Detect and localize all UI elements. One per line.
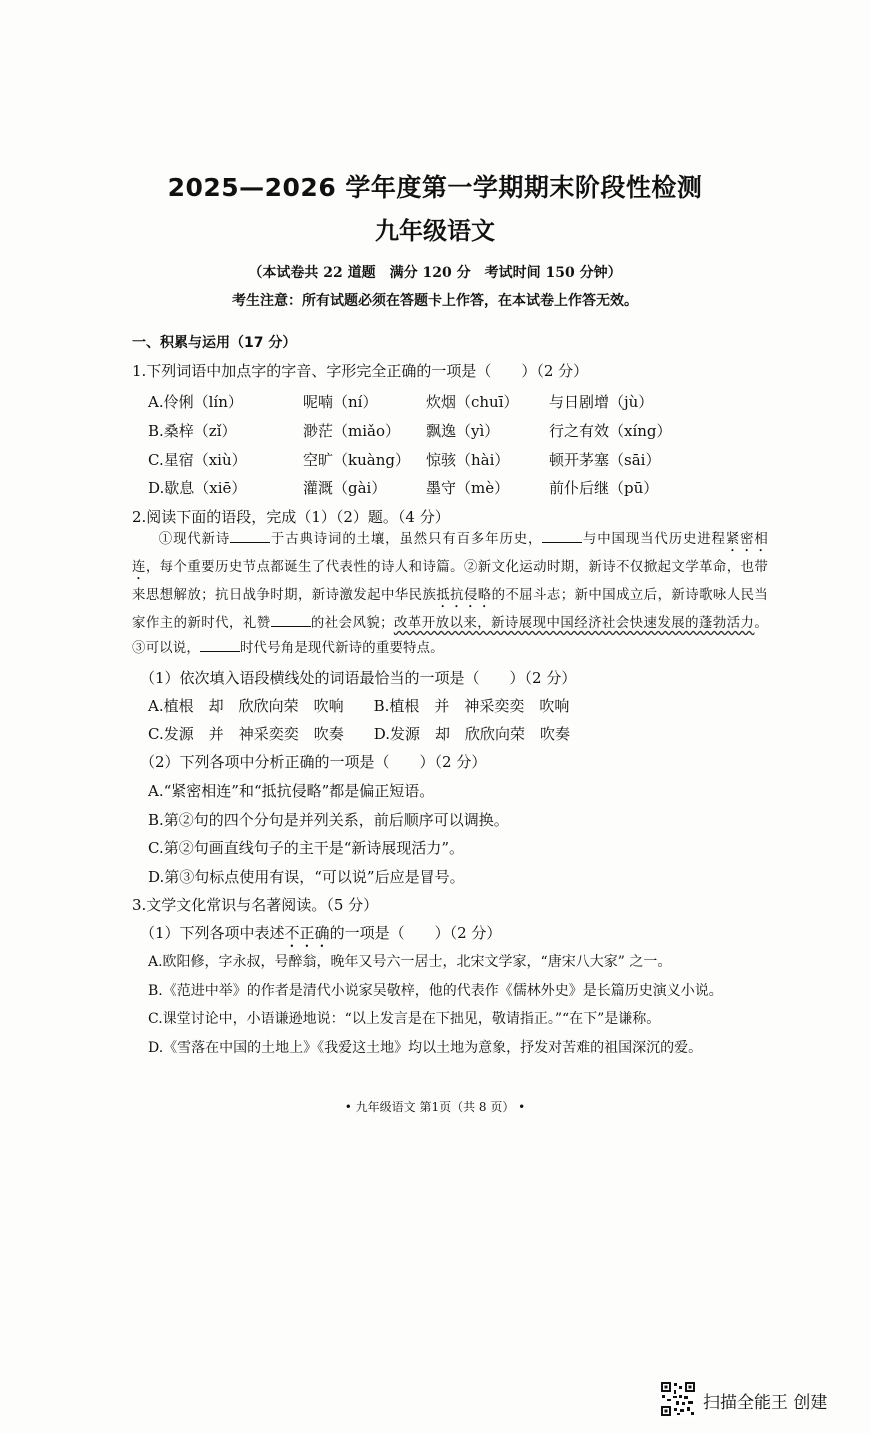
question-2-2-choice-d: D.第③句标点使用有误，“可以说”后应是冒号。 <box>148 868 465 886</box>
fill-blank <box>271 614 311 627</box>
dotted-phrase: 抵抗侵略 <box>436 588 492 603</box>
passage-text: 的社会风貌； <box>310 616 394 631</box>
option-cell: 飘逸（yì） <box>426 422 500 440</box>
underlined-sentence: 改革开放以来，新诗展现中国经济社会快速发展的蓬勃活力 <box>393 616 755 631</box>
question-3-1-choice-d: D.《雪落在中国的土地上》《我爱这土地》均以土地为意象，抒发对苦难的祖国深沉的爱。 <box>148 1040 703 1056</box>
question-1-row-b <box>148 420 672 441</box>
fill-blank <box>542 530 582 543</box>
fill-blank <box>230 530 270 543</box>
page-footer: • 九年级语文 第1页（共 8 页） • <box>344 1100 526 1114</box>
exam-subtitle: 九年级语文 <box>375 217 495 245</box>
question-2-1-choices-cd: C.发源 并 神采奕奕 吹奏 D.发源 却 欣欣向荣 吹奏 <box>148 725 570 743</box>
question-1-row-a <box>148 391 653 412</box>
section-heading: 一、积累与运用（17 分） <box>132 335 297 351</box>
stem-text: （1）下列各项中表述 <box>140 924 285 942</box>
passage-text: 于古典诗词的土壤，虽然只有百多年历史， <box>270 532 543 547</box>
option-cell: B.桑梓（zǐ） <box>148 422 237 440</box>
question-2-1-choices-ab: A.植根 却 欣欣向荣 吹响 B.植根 并 神采奕奕 吹响 <box>148 697 570 715</box>
option-cell: 惊骇（hài） <box>426 451 510 469</box>
question-2-2-choice-c: C.第②句画直线句子的主干是“新诗展现活力”。 <box>148 839 465 857</box>
option-cell: 顿开茅塞（sāi） <box>549 451 661 469</box>
option-cell: 呢喃（ní） <box>303 393 378 411</box>
dotted-phrase: 紧密相连 <box>132 532 768 575</box>
exam-title: 2025—2026 学年度第一学期期末阶段性检测 <box>167 173 703 202</box>
exam-meta: （本试卷共 22 道题 满分 120 分 考试时间 150 分钟） <box>248 265 622 281</box>
option-cell: 炊烟（chuī） <box>426 393 519 411</box>
question-1-row-d <box>148 477 658 498</box>
option-cell: 空旷（kuàng） <box>303 451 410 469</box>
question-2-2-choice-a: A.“紧密相连”和“抵抗侵略”都是偏正短语。 <box>148 782 435 800</box>
option-cell: 渺茫（miǎo） <box>303 422 400 440</box>
passage-text: 。③可以说， <box>132 616 769 656</box>
question-2-1-stem: （1）依次填入语段横线处的词语最恰当的一项是（ ）（2 分） <box>140 669 577 687</box>
option-cell: 与日剧增（jù） <box>549 393 654 411</box>
fill-blank <box>200 639 240 652</box>
question-1-stem: 1.下列词语中加点字的字音、字形完全正确的一项是（ ）（2 分） <box>132 362 589 380</box>
qr-code-icon <box>660 1381 696 1417</box>
option-cell: 灌溉（gài） <box>303 479 387 497</box>
question-2-2-stem: （2）下列各项中分析正确的一项是（ ）（2 分） <box>140 753 487 771</box>
passage-text: 的不屈斗志；新中国成立后，新诗歌咏人民当家作主的新时代，礼赞 <box>132 588 768 631</box>
question-3-1-choice-c: C.课堂讨论中，小语谦逊地说：“以上发言是在下拙见，敬请指正。”“在下”是谦称。 <box>148 1011 661 1027</box>
question-3-1-choice-b: B.《范进中举》的作者是清代小说家吴敬梓，他的代表作《儒林外史》是长篇历史演义小说。 <box>148 983 723 999</box>
option-cell: D.歇息（xiē） <box>148 479 247 497</box>
passage-text: 时代号角是现代新诗的重要特点。 <box>239 641 444 656</box>
passage-text: ，每个重要历史节点都诞生了代表性的诗人和诗篇。②新文化运动时期，新诗不仅掀起文学革命，也带来思想解放；抗日战争时期，新诗激发起中华民族 <box>132 560 769 603</box>
option-cell: A.伶俐（lín） <box>148 393 243 411</box>
question-2-passage <box>132 527 768 661</box>
question-1-row-c <box>148 449 660 470</box>
option-cell: C.星宿（xiù） <box>148 451 247 469</box>
stem-text: 的一项是（ ）（2 分） <box>329 924 502 942</box>
question-3-1-stem <box>140 922 501 951</box>
dotted-phrase: 不正确 <box>284 924 330 942</box>
option-cell: 墨守（mè） <box>426 479 510 497</box>
passage-text: 与中国现当代历史进程 <box>582 532 726 547</box>
passage-text: ①现代新诗 <box>158 532 231 547</box>
question-2-2-choice-b: B.第②句的四个分句是并列关系，前后顺序可以调换。 <box>148 811 509 829</box>
option-cell: 行之有效（xíng） <box>549 422 672 440</box>
question-3-1-choice-a: A.欧阳修，字永叔，号醉翁，晚年又号六一居士，北宋文学家，“唐宋八大家” 之一。 <box>148 954 672 970</box>
question-3-stem: 3.文学文化常识与名著阅读。（5 分） <box>132 896 379 914</box>
question-2-stem: 2.阅读下面的语段，完成（1）（2）题。（4 分） <box>132 508 450 526</box>
scanner-watermark: 扫描全能王 创建 <box>703 1393 828 1413</box>
exam-notice: 考生注意：所有试题必须在答题卡上作答，在本试卷上作答无效。 <box>232 293 638 309</box>
option-cell: 前仆后继（pū） <box>549 479 659 497</box>
